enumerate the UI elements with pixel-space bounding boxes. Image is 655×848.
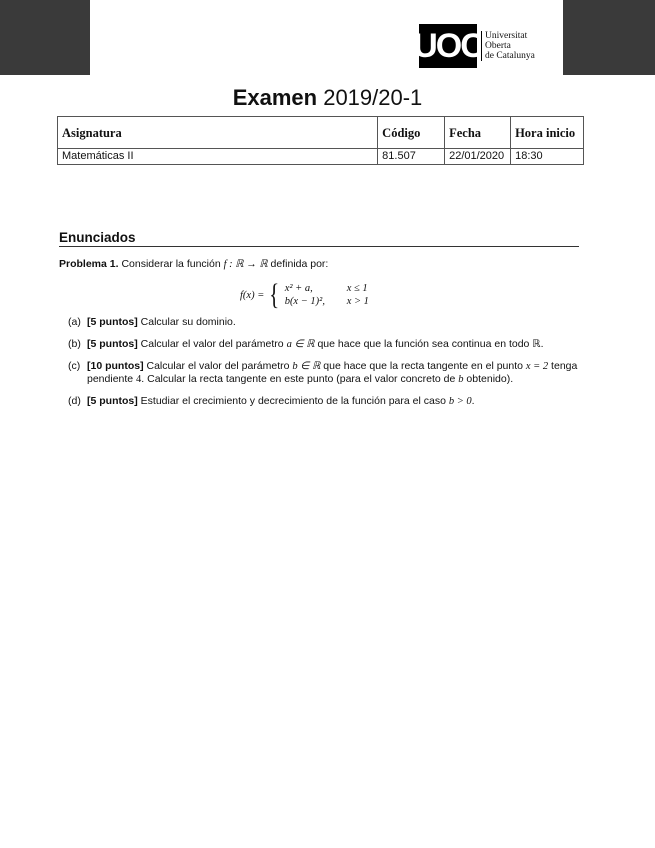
item-math: b ∈ ℝ [292, 361, 321, 372]
item-math: 4 [136, 374, 142, 385]
table-row [58, 149, 584, 165]
corner-block-right [563, 0, 655, 75]
list-item [68, 338, 578, 351]
cell-codigo: 81.507 [378, 149, 445, 165]
list-item [68, 316, 578, 329]
item-body: Estudiar el crecimiento y decrecimiento de la función para el caso [137, 395, 449, 407]
exam-title [0, 84, 655, 112]
item-body: . [471, 395, 475, 407]
section-title: Enunciados [59, 230, 579, 247]
item-math: b [458, 374, 464, 385]
problem-intro-b: definida por: [267, 258, 329, 270]
problem-intro-a: Considerar la función [121, 258, 224, 270]
exam-info-table [57, 116, 584, 165]
corner-block-left [0, 0, 90, 75]
item-points: [5 puntos] [87, 338, 138, 350]
case2-cond: x > 1 [346, 296, 369, 307]
item-text [87, 338, 544, 351]
uoc-logo [413, 24, 535, 68]
header-fecha: Fecha [445, 117, 511, 149]
item-body: Calcular el valor del parámetro [143, 360, 293, 372]
brace-glyph: { [269, 278, 280, 311]
logo-line: Universitat [485, 31, 528, 41]
item-body: tenga pendiente [87, 360, 578, 385]
header-asignatura: Asignatura [58, 117, 378, 149]
item-body: Calcular su dominio. [137, 316, 236, 328]
list-item [68, 395, 578, 408]
item-body: Calcular el valor del parámetro [137, 338, 287, 350]
item-points: [5 puntos] [87, 395, 138, 407]
problem-label: Problema 1. [59, 258, 119, 270]
item-points: [5 puntos] [87, 316, 138, 328]
table-header-row [58, 117, 584, 149]
cell-fecha: 22/01/2020 [445, 149, 511, 165]
exam-title-bold: Examen [232, 85, 318, 110]
header-codigo: Código [378, 117, 445, 149]
formula-lhs: f(x) = [240, 289, 265, 301]
logo-line: Oberta [485, 41, 511, 51]
logo-mark: UOC [419, 24, 477, 68]
list-item [68, 360, 578, 386]
item-text [87, 360, 578, 386]
item-text [87, 395, 475, 408]
exam-title-year: 2019/20-1 [317, 85, 423, 110]
case1-cond: x ≤ 1 [346, 283, 368, 294]
case2-expr: b(x − 1)², [284, 296, 325, 307]
item-label: (c) [68, 360, 81, 372]
item-math: x = 2 [525, 361, 549, 372]
item-label: (d) [68, 395, 81, 407]
header-hora: Hora inicio [511, 117, 584, 149]
case1-expr: x² + a, [284, 283, 313, 294]
item-text [87, 316, 236, 329]
item-label: (b) [68, 338, 81, 350]
item-body: . Calcular la recta tangente en este punto (para el valor concreto de [141, 373, 459, 385]
item-body: obtenido). [463, 373, 514, 385]
item-math: b > 0 [448, 396, 472, 407]
item-math: a ∈ ℝ [286, 339, 315, 350]
logo-text [481, 31, 535, 61]
logo-line: de Catalunya [485, 51, 535, 61]
problem-items [68, 316, 578, 417]
problem-statement [59, 257, 579, 272]
cell-hora: 18:30 [511, 149, 584, 165]
item-points: [10 puntos] [87, 360, 144, 372]
item-body: que hace que la recta tangente en el punto [320, 360, 526, 372]
problem-intro-math: f : ℝ → ℝ [223, 259, 268, 270]
formula-cases [285, 282, 387, 308]
cell-asignatura: Matemáticas II [58, 149, 378, 165]
item-label: (a) [68, 316, 81, 328]
item-body: que hace que la función sea continua en todo ℝ. [314, 338, 544, 350]
piecewise-formula [240, 280, 387, 310]
